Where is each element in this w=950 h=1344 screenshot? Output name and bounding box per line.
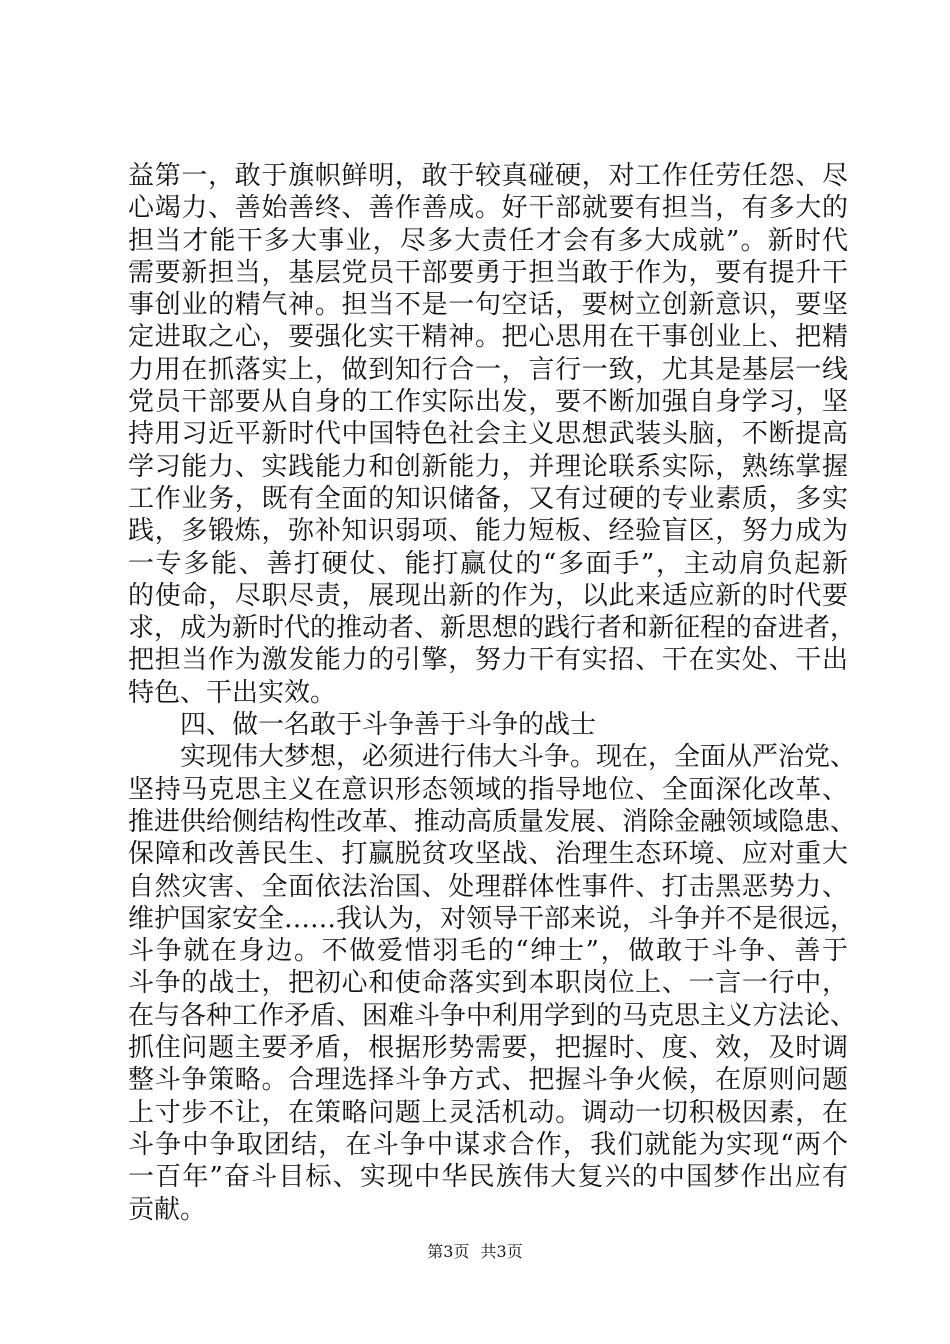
text-line: 在与各种工作矛盾、困难斗争中利用学到的马克思主义方法论、 (128, 1000, 857, 1031)
text-line: 实现伟大梦想，必须进行伟大斗争。现在，全面从严治党、 (128, 742, 857, 773)
text-line: 工作业务，既有全面的知识储备，又有过硬的专业素质，多实 (128, 483, 848, 514)
text-line: 自然灾害、全面依法治国、处理群体性事件、打击黑恶势力、 (128, 871, 848, 902)
text-line: 推进供给侧结构性改革、推动高质量发展、消除金融领域隐患、 (128, 806, 857, 837)
text-line: 担当才能干多大事业，尽多大责任才会有多大成就”。新时代 (128, 225, 848, 256)
text-line: 需要新担当，基层党员干部要勇于担当敢于作为，要有提升干 (128, 257, 848, 288)
page-total: 共3页 (480, 1242, 523, 1261)
text-line: 一百年”奋斗目标、实现中华民族伟大复兴的中国梦作出应有 (128, 1162, 848, 1193)
text-line: 特色、干出实效。 (128, 677, 337, 708)
text-line: 益第一，敢于旗帜鲜明，敢于较真碰硬，对工作任劳任怨、尽 (128, 161, 848, 191)
text-line: 定进取之心，要强化实干精神。把心思用在干事创业上、把精 (128, 322, 848, 353)
text-line: 践，多锻炼，弥补知识弱项、能力短板、经验盲区，努力成为 (128, 516, 848, 547)
text-line: 保障和改善民生、打赢脱贫攻坚战、治理生态环境、应对重大 (128, 839, 848, 870)
text-line: 斗争的战士，把初心和使命落实到本职岗位上、一言一行中， (128, 968, 848, 999)
text-line: 斗争就在身边。不做爱惜羽毛的“绅士”，做敢于斗争、善于 (128, 936, 848, 967)
text-line: 心竭力、善始善终、善作善成。好干部就要有担当，有多大的 (128, 193, 848, 224)
text-line: 把担当作为激发能力的引擎，努力干有实招、干在实处、干出 (128, 645, 848, 676)
text-line: 抓住问题主要矛盾，根据形势需要，把握时、度、效，及时调 (128, 1033, 848, 1064)
text-line: 学习能力、实践能力和创新能力，并理论联系实际，熟练掌握 (128, 451, 848, 482)
page-number: 第3页 (427, 1242, 470, 1261)
text-line: 求，成为新时代的推动者、新思想的践行者和新征程的奋进者， (128, 613, 857, 644)
text-line: 力用在抓落实上，做到知行合一，言行一致，尤其是基层一线 (128, 354, 848, 385)
text-line: 一专多能、善打硬仗、能打赢仗的“多面手”，主动肩负起新 (128, 548, 848, 579)
text-line: 上寸步不让，在策略问题上灵活机动。调动一切积极因素，在 (128, 1097, 848, 1128)
text-line: 贡献。 (128, 1194, 207, 1225)
document-body (128, 160, 857, 1226)
text-line: 坚持马克思主义在意识形态领域的指导地位、全面深化改革、 (128, 774, 848, 805)
text-line: 四、做一名敢于斗争善于斗争的战士 (128, 710, 597, 741)
text-line: 党员干部要从自身的工作实际出发，要不断加强自身学习，坚 (128, 387, 848, 418)
text-line: 维护国家安全……我认为，对领导干部来说，斗争并不是很远， (128, 903, 857, 934)
text-line: 事创业的精气神。担当不是一句空话，要树立创新意识，要坚 (128, 290, 848, 321)
text-line: 的使命，尽职尽责，展现出新的作为，以此来适应新的时代要 (128, 580, 848, 611)
text-line: 持用习近平新时代中国特色社会主义思想武装头脑，不断提高 (128, 419, 848, 450)
text-line: 整斗争策略。合理选择斗争方式、把握斗争火候，在原则问题 (128, 1065, 848, 1096)
text-line: 斗争中争取团结，在斗争中谋求合作，我们就能为实现“两个 (128, 1129, 848, 1160)
page-footer (0, 1242, 950, 1262)
